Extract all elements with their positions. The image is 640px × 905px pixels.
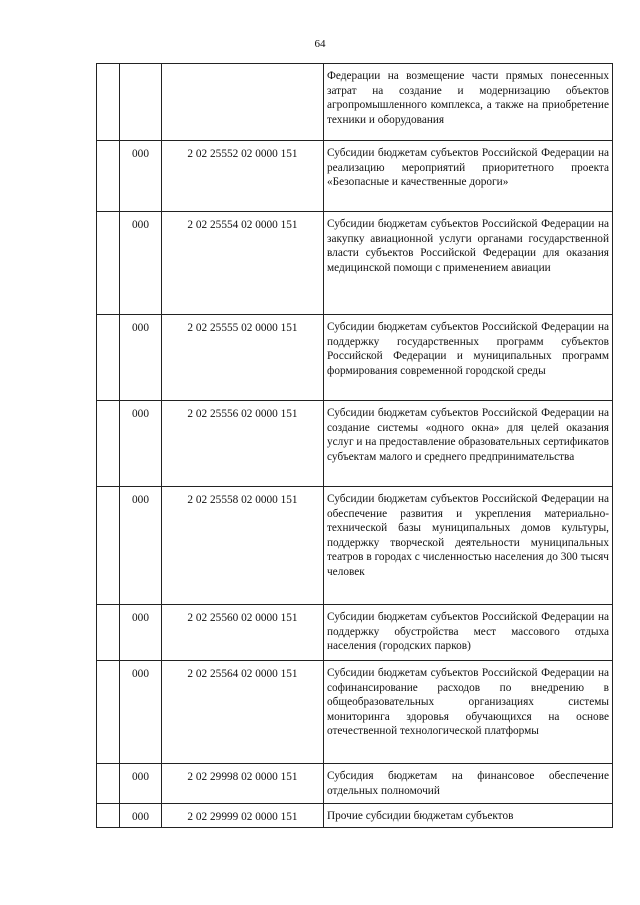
admin-code-cell: 000 [120,315,162,401]
description-cell [324,212,613,315]
description-text: Федерации на возмещение части прямых понесенных затрат на создание и модернизацию объектов агропромышленного комплекса, а также на приобретение техники и оборудования [327,70,609,126]
budget-code-cell [162,64,324,141]
description-text: Субсидии бюджетам субъектов Российской Федерации на закупку авиационной услуги органами государственной власти субъектов Российской Федерации для оказания медицинской помощи с применением авиации [327,218,609,274]
budget-code-cell: 2 02 29998 02 0000 151 [162,764,324,804]
description-cell [324,315,613,401]
admin-code-cell: 000 [120,401,162,487]
table-row [97,661,613,764]
table-row [97,141,613,212]
table-row [97,605,613,661]
description-text: Субсидия бюджетам на финансовое обеспечение отдельных полномочий [327,770,609,797]
description-text: Субсидии бюджетам субъектов Российской Федерации на поддержку государственных программ субъектов Российской Федерации и муниципальных программ формирования современной городской среды [327,321,609,377]
budget-code-cell: 2 02 25564 02 0000 151 [162,661,324,764]
table-row [97,64,613,141]
description-cell [324,64,613,141]
table-row [97,401,613,487]
description-cell [324,401,613,487]
description-cell [324,804,613,828]
admin-code-cell: 000 [120,487,162,605]
description-cell [324,605,613,661]
budget-codes-table [96,63,613,828]
empty-cell [97,212,120,315]
empty-cell [97,764,120,804]
budget-code-cell: 2 02 25556 02 0000 151 [162,401,324,487]
empty-cell [97,661,120,764]
budget-code-cell: 2 02 25554 02 0000 151 [162,212,324,315]
description-cell [324,141,613,212]
description-cell [324,661,613,764]
admin-code-cell: 000 [120,661,162,764]
description-cell [324,764,613,804]
budget-code-cell: 2 02 25555 02 0000 151 [162,315,324,401]
admin-code-cell: 000 [120,804,162,828]
admin-code-cell [120,64,162,141]
table-row [97,315,613,401]
admin-code-cell: 000 [120,605,162,661]
table-row [97,804,613,828]
table-row [97,764,613,804]
budget-code-cell: 2 02 29999 02 0000 151 [162,804,324,828]
description-text: Субсидии бюджетам субъектов Российской Федерации на поддержку обустройства мест массового отдыха населения (городских парков) [327,611,609,652]
empty-cell [97,605,120,661]
empty-cell [97,141,120,212]
empty-cell [97,64,120,141]
budget-code-cell: 2 02 25560 02 0000 151 [162,605,324,661]
table-row [97,212,613,315]
empty-cell [97,487,120,605]
description-text: Субсидии бюджетам субъектов Российской Федерации на софинансирование расходов по внедрению в общеобразовательных организациях системы мониторинга здоровья обучающихся на основе отечественной технологической платформы [327,667,609,737]
admin-code-cell: 000 [120,764,162,804]
description-cell [324,487,613,605]
admin-code-cell: 000 [120,141,162,212]
budget-code-cell: 2 02 25558 02 0000 151 [162,487,324,605]
page-number: 64 [314,38,326,50]
description-text: Субсидии бюджетам субъектов Российской Федерации на реализацию мероприятий приоритетного проекта «Безопасные и качественные дороги» [327,147,609,188]
empty-cell [97,401,120,487]
description-text: Субсидии бюджетам субъектов Российской Федерации на создание системы «одного окна» для целей оказания услуг и на предоставление образовательных сертификатов субъектам малого и среднего предпринимательства [327,407,609,463]
table-row [97,487,613,605]
description-text: Прочие субсидии бюджетам субъектов [327,810,514,822]
description-text: Субсидии бюджетам субъектов Российской Федерации на обеспечение развития и укрепления материально-технической базы муниципальных домов культуры, поддержку творческой деятельности муниципальных театров в городах с численностью населения до 300 тысяч человек [327,493,609,578]
empty-cell [97,804,120,828]
budget-code-cell: 2 02 25552 02 0000 151 [162,141,324,212]
empty-cell [97,315,120,401]
admin-code-cell: 000 [120,212,162,315]
